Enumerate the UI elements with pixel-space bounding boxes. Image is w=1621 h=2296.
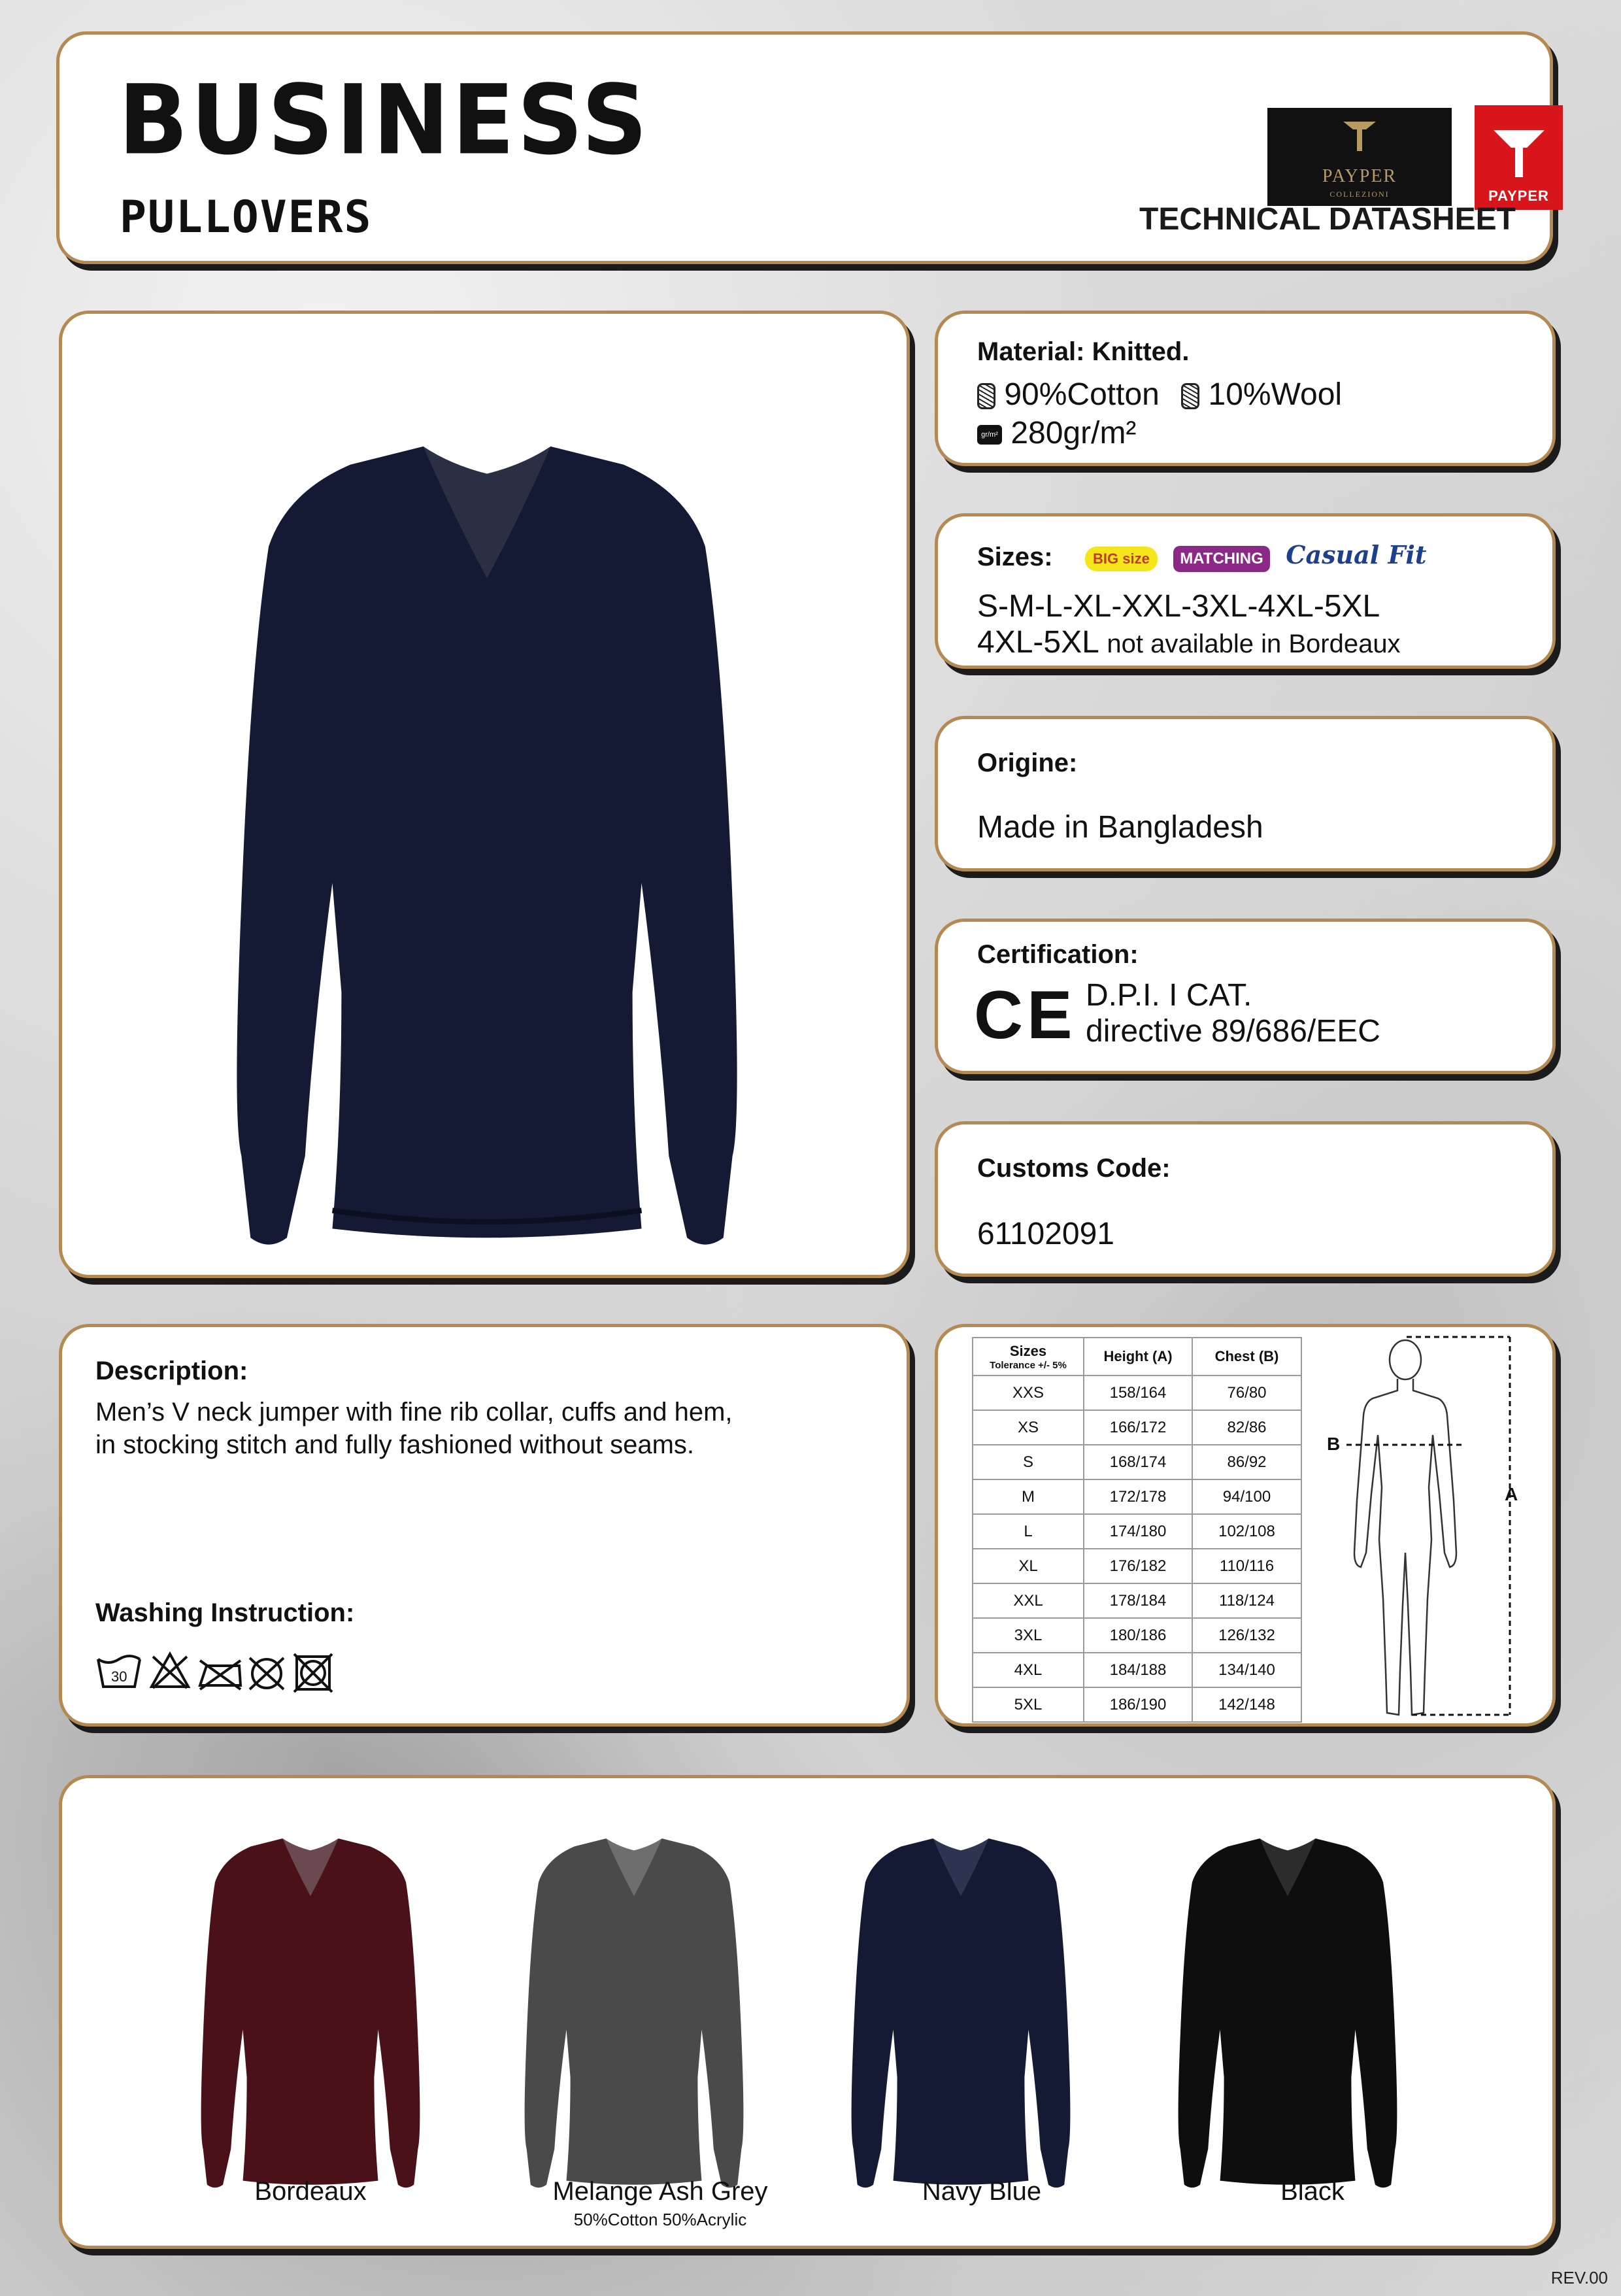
chest-cell: 142/148 [1192, 1687, 1301, 1722]
size-cell: XXS [973, 1376, 1084, 1410]
certification-panel [935, 919, 1556, 1074]
table-row [973, 1514, 1301, 1549]
description-line1: Men’s V neck jumper with fine rib collar, cuffs and hem, [95, 1398, 733, 1427]
origin-label: Origine: [977, 749, 1078, 777]
tolerance-label: Tolerance +/- 5% [990, 1359, 1067, 1371]
size-note-text: not available in Bordeaux [1107, 630, 1401, 658]
wash-symbols [95, 1647, 357, 1700]
datasheet-label: TECHNICAL DATASHEET [1139, 202, 1516, 237]
human-outline-icon [1354, 1340, 1456, 1715]
origin-value: Made in Bangladesh [977, 810, 1263, 845]
measurement-label-a: A [1505, 1484, 1518, 1504]
height-cell: 172/178 [1084, 1479, 1192, 1514]
height-cell: 166/172 [1084, 1410, 1192, 1445]
payper-logo [1475, 105, 1563, 210]
chest-cell: 86/92 [1192, 1445, 1301, 1479]
weight-value: 280gr/m² [1011, 416, 1137, 450]
size-table-header [973, 1338, 1301, 1376]
size-cell: S [973, 1445, 1084, 1479]
colour-swatch-grey [497, 1831, 771, 2197]
height-cell: 186/190 [1084, 1687, 1192, 1722]
colour-name: Black [1280, 2177, 1345, 2206]
colour-swatch-bordeaux [173, 1831, 448, 2197]
size-cell: M [973, 1479, 1084, 1514]
yarn-icon [977, 383, 995, 409]
origin-panel [935, 716, 1556, 871]
customs-label: Customs Code: [977, 1154, 1171, 1183]
product-image-panel [59, 311, 910, 1278]
size-cell: 5XL [973, 1687, 1084, 1722]
height-cell: 176/182 [1084, 1549, 1192, 1583]
size-cell: L [973, 1514, 1084, 1549]
measurement-lines [1346, 1337, 1510, 1715]
casual-fit-tag: Casual Fit [1286, 540, 1427, 569]
size-cell: XXL [973, 1583, 1084, 1618]
matching-tag: MATCHING [1173, 546, 1270, 572]
size-note-sizes: 4XL-5XL [977, 625, 1099, 660]
no-dryclean-icon [250, 1658, 284, 1689]
size-cell: 3XL [973, 1618, 1084, 1653]
sizes-panel [935, 513, 1556, 669]
table-row [973, 1445, 1301, 1479]
weight-icon: gr/m² [977, 425, 1002, 445]
description-text [95, 1396, 880, 1461]
page-subtitle: PULLOVERS [120, 192, 373, 243]
certification-line2: directive 89/686/EEC [1086, 1014, 1380, 1049]
description-label: Description: [95, 1357, 248, 1385]
certification-line1: D.P.I. I CAT. [1086, 978, 1252, 1013]
chest-cell: 82/86 [1192, 1410, 1301, 1445]
height-cell: 178/184 [1084, 1583, 1192, 1618]
logo-red-brand-text: PAYPER [1488, 188, 1549, 204]
material-panel [935, 311, 1556, 466]
height-header-cell: Height (A) [1084, 1338, 1192, 1376]
chest-cell: 102/108 [1192, 1514, 1301, 1549]
table-row [973, 1376, 1301, 1410]
colour-composition-note: 50%Cotton 50%Acrylic [573, 2210, 747, 2229]
table-row [973, 1549, 1301, 1583]
big-size-tag: BIG size [1085, 547, 1158, 571]
chest-cell: 118/124 [1192, 1583, 1301, 1618]
customs-value: 61102091 [977, 1217, 1114, 1251]
chest-cell: 126/132 [1192, 1618, 1301, 1653]
washing-label: Washing Instruction: [95, 1598, 355, 1627]
height-cell: 184/188 [1084, 1653, 1192, 1687]
customs-panel [935, 1121, 1556, 1277]
composition-line [977, 377, 1342, 413]
size-header-cell [973, 1338, 1084, 1376]
size-cell: XS [973, 1410, 1084, 1445]
table-row [973, 1653, 1301, 1687]
product-image [141, 428, 833, 1265]
weight-line [977, 415, 1136, 451]
height-cell: 168/174 [1084, 1445, 1192, 1479]
colour-name: Bordeaux [254, 2177, 367, 2206]
chest-cell: 76/80 [1192, 1376, 1301, 1410]
colour-name: Navy Blue [922, 2177, 1042, 2206]
chest-header-cell: Chest (B) [1192, 1338, 1301, 1376]
chest-cell: 134/140 [1192, 1653, 1301, 1687]
wool-value: 10%Wool [1208, 377, 1343, 412]
measurement-label-b: B [1327, 1434, 1341, 1454]
size-tags [1085, 540, 1426, 572]
chest-cell: 110/116 [1192, 1549, 1301, 1583]
ce-mark: CE [974, 977, 1077, 1053]
height-cell: 180/186 [1084, 1618, 1192, 1653]
table-row [973, 1687, 1301, 1722]
no-bleach-icon [152, 1654, 188, 1688]
logo-brand-text: PAYPER [1322, 165, 1397, 186]
colour-swatch-black [1150, 1831, 1425, 2197]
height-cell: 158/164 [1084, 1376, 1192, 1410]
chest-cell: 94/100 [1192, 1479, 1301, 1514]
payper-emblem-icon [1340, 115, 1379, 154]
body-measurement-figure [1327, 1330, 1543, 1723]
table-row [973, 1583, 1301, 1618]
description-line2: in stocking stitch and fully fashioned without seams. [95, 1430, 695, 1459]
certification-label: Certification: [977, 940, 1139, 969]
colour-swatch-navy [824, 1831, 1098, 2197]
logo-sub-text: COLLEZIONI [1329, 189, 1390, 199]
cotton-value: 90%Cotton [1004, 377, 1160, 412]
payper-collezioni-logo [1267, 108, 1452, 206]
yarn-icon [1181, 383, 1199, 409]
size-header-label: Sizes [1009, 1342, 1047, 1359]
table-row [973, 1479, 1301, 1514]
revision-label: REV.00 [1550, 2268, 1608, 2288]
size-table [972, 1337, 1302, 1723]
size-note [977, 624, 1401, 660]
colour-name: Melange Ash Grey [552, 2177, 768, 2206]
page-title: BUSINESS [118, 64, 650, 177]
table-row [973, 1618, 1301, 1653]
sizes-label: Sizes: [977, 543, 1053, 571]
height-cell: 174/180 [1084, 1514, 1192, 1549]
material-label: Material: Knitted. [977, 337, 1190, 366]
table-row [973, 1410, 1301, 1445]
no-tumble-dry-icon [294, 1654, 332, 1692]
size-cell: 4XL [973, 1653, 1084, 1687]
header-panel [56, 31, 1553, 264]
payper-emblem-icon [1490, 122, 1548, 181]
wash-temp: 30 [111, 1668, 127, 1685]
no-iron-icon [200, 1661, 241, 1689]
size-cell: XL [973, 1549, 1084, 1583]
size-range: S-M-L-XL-XXL-3XL-4XL-5XL [977, 589, 1380, 624]
